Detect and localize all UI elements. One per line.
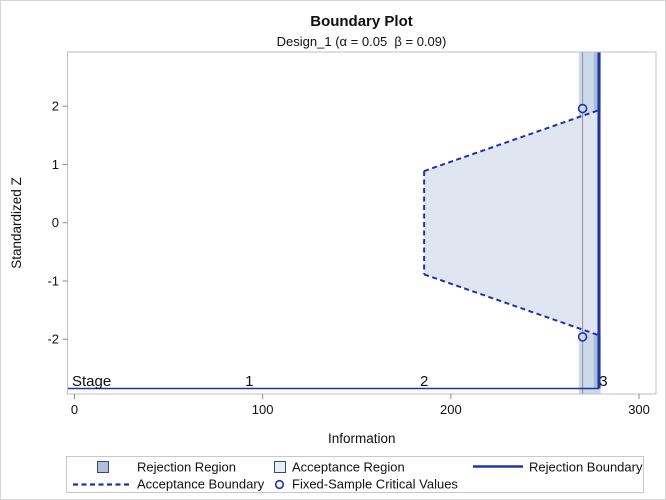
title-block bbox=[67, 1, 656, 50]
x-tick-label-100: 100 bbox=[251, 402, 274, 417]
chart-subtitle: Design_1 (α = 0.05 β = 0.09) bbox=[276, 34, 447, 49]
legend-acceptance-region-label: Acceptance Region bbox=[292, 459, 405, 474]
acceptance-region-swatch-icon bbox=[274, 461, 286, 473]
legend-fixed-sample-critical-values-label: Fixed-Sample Critical Values bbox=[292, 476, 458, 492]
legend-rejection-region-label: Rejection Region bbox=[137, 459, 237, 474]
acceptance-boundary-dashed-line-icon bbox=[73, 478, 131, 491]
stage-label-1: 1 bbox=[245, 373, 254, 390]
stage-axis-title: Stage bbox=[72, 373, 112, 390]
fixed-sample-critical-values-circle-icon bbox=[273, 478, 286, 491]
y-tick-label--2: -2 bbox=[47, 331, 59, 347]
rejection-boundary-line-icon bbox=[472, 460, 524, 473]
y-tick-label-0: 0 bbox=[51, 215, 59, 231]
boundary-plot-svg bbox=[1, 1, 666, 500]
chart-title: Boundary Plot bbox=[310, 13, 413, 30]
x-tick-label-200: 200 bbox=[440, 402, 462, 417]
x-tick-label-0: 0 bbox=[70, 402, 79, 417]
y-axis-title: Standardized Z bbox=[9, 177, 24, 269]
y-tick-label--1: -1 bbox=[47, 273, 59, 289]
legend-rejection-boundary-label: Rejection Boundary bbox=[529, 459, 643, 474]
legend bbox=[66, 456, 644, 493]
rejection-region-swatch-icon bbox=[97, 461, 109, 473]
y-tick-label-2: 2 bbox=[51, 98, 59, 114]
fixed-sample-critical-value-upper bbox=[579, 105, 587, 113]
stage-label-3: 3 bbox=[599, 373, 608, 390]
fixed-sample-critical-value-lower bbox=[579, 333, 587, 341]
x-axis-title: Information bbox=[327, 431, 396, 446]
x-tick-label-300: 300 bbox=[628, 402, 650, 417]
stage-label-2: 2 bbox=[419, 373, 429, 390]
acceptance-region-fill bbox=[424, 110, 599, 335]
y-tick-label-1: 1 bbox=[51, 156, 59, 172]
legend-acceptance-boundary-label: Acceptance Boundary bbox=[137, 476, 265, 492]
